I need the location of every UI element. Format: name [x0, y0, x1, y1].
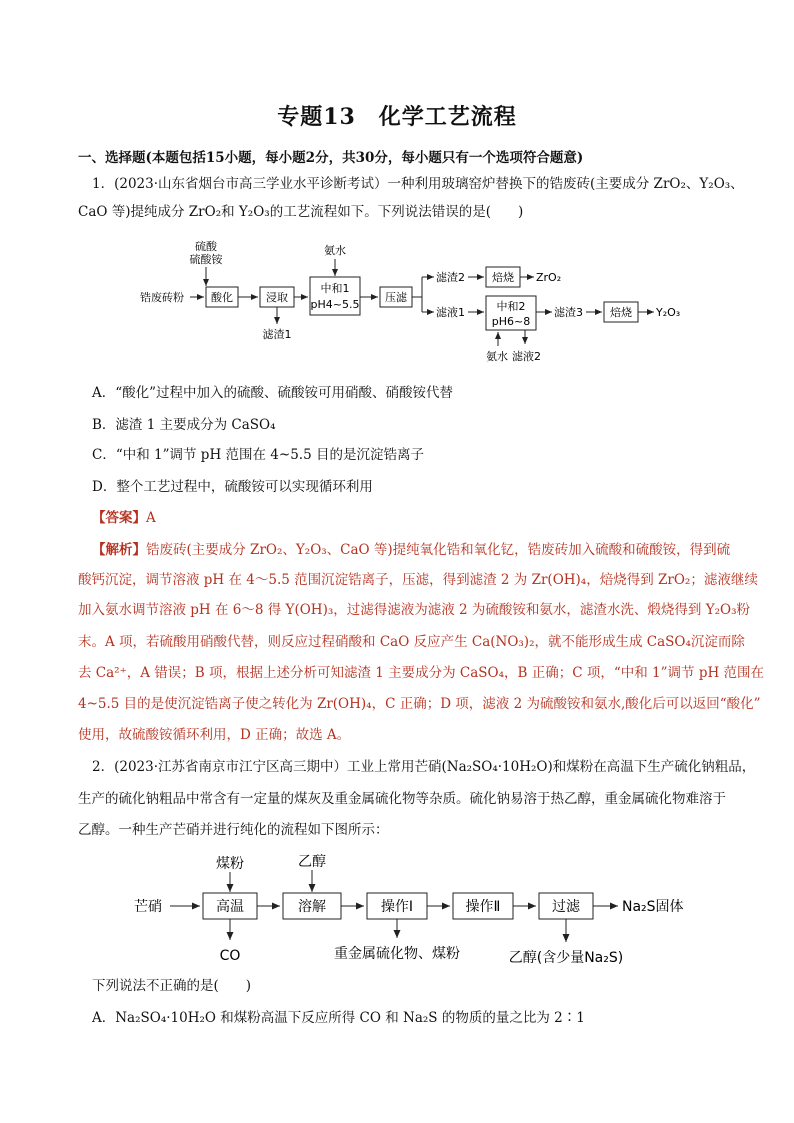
q1-explanation-line6: 4~5.5 目的是使沉淀锆离子使之转化为 Zr(OH)₄，C 正确；D 项，滤液 2 为硫酸铵和氨水,酸化后可以返回“酸化” — [78, 696, 761, 712]
q1-ammonia2: 氨水 — [486, 350, 508, 363]
q1-option-a: A．“酸化”过程中加入的硫酸、硫酸铵可用硝酸、硝酸铵代替 — [92, 385, 454, 401]
q2-op1-label: 操作Ⅰ — [380, 899, 414, 915]
q1-neutral2-label: 中和2 — [496, 300, 526, 313]
q1-calcine2-label: 焙烧 — [610, 306, 632, 319]
q1-explanation-line4: 末。A 项，若硫酸用硝酸代替，则反应过程硝酸和 CaO 反应产生 Ca(NO₃)₂，就不能形成生成 CaSO₄沉淀而除 — [78, 634, 745, 650]
q2-feed: 芒硝 — [134, 899, 162, 915]
explanation-text-1: 锆废砖(主要成分 ZrO₂、Y₂O₃、CaO 等)提纯氧化锆和氧化钇，锆废砖加入硫酸和硫酸铵，得到硫 — [146, 542, 731, 558]
q2-dissolve-label: 溶解 — [298, 899, 326, 915]
section-heading: 一、选择题(本题包括15小题，每小题2分，共30分，每小题只有一个选项符合题意) — [78, 150, 584, 166]
q1-feed: 锆废砖粉 — [140, 291, 184, 304]
q2-flowchart — [130, 848, 730, 972]
q1-explanation-line3: 加入氨水调节溶液 pH 在 6～8 得 Y(OH)₃，过滤得滤液为滤液 2 为硫酸铵和氨水，滤渣水洗、煅烧得到 Y₂O₃粉 — [78, 602, 751, 618]
q2-product: Na₂S固体 — [622, 899, 684, 915]
answer-value: A — [146, 510, 156, 526]
q1-neutral1-ph: pH4~5.5 — [310, 298, 360, 311]
page-title: 专题13 化学工艺流程 — [277, 104, 517, 130]
answer-tag: 【答案】 — [92, 510, 146, 526]
q1-zro2: ZrO₂ — [536, 271, 562, 284]
q1-leach-label: 浸取 — [266, 291, 288, 304]
q1-stem-line1: 1．(2023·山东省烟台市高三学业水平诊断考试）一种利用玻璃窑炉替换下的锆废砖(主要成分 ZrO₂、Y₂O₃、 — [92, 176, 744, 192]
q1-press-label: 压滤 — [385, 291, 407, 304]
q2-co: CO — [219, 948, 241, 964]
q1-filtrate2: 滤液2 — [512, 350, 541, 363]
q1-option-b: B．滤渣 1 主要成分为 CaSO₄ — [92, 417, 276, 433]
q1-neutral2-ph: pH6~8 — [491, 315, 531, 328]
q2-ethanol: 乙醇 — [298, 854, 326, 870]
q2-stem-line1: 2．(2023·江苏省南京市江宁区高三期中）工业上常用芒硝(Na₂SO₄·10H₂O)和煤粉在高温下生产硫化钠粗品， — [92, 759, 756, 775]
q1-acidify-label: 酸化 — [211, 291, 233, 304]
q1-explanation-line7: 使用，故硫酸铵循环利用，D 正确；故选 A。 — [78, 727, 351, 743]
q2-ask: 下列说法不正确的是( ) — [92, 978, 252, 994]
q1-option-d: D．整个工艺过程中，硫酸铵可以实现循环利用 — [92, 479, 373, 495]
q2-heavy-metal: 重金属硫化物、煤粉 — [334, 946, 460, 962]
q1-explanation-line1 — [92, 540, 730, 560]
q1-residue1: 滤渣1 — [262, 328, 292, 341]
q1-neutral1-label: 中和1 — [320, 282, 350, 295]
q1-residue3: 滤渣3 — [554, 306, 583, 319]
q1-residue2: 滤渣2 — [436, 271, 465, 284]
explanation-tag: 【解析】 — [92, 542, 146, 558]
q2-stem-line2: 生产的硫化钠粗品中常含有一定量的煤灰及重金属硫化物等杂质。硫化钠易溶于热乙醇，重金属硫化物难溶于 — [78, 791, 726, 807]
q1-flowchart — [130, 232, 690, 372]
q1-filtrate1: 滤液1 — [436, 306, 465, 319]
q2-ethanol-out: 乙醇(含少量Na₂S) — [508, 950, 624, 966]
q2-filter-label: 过滤 — [552, 899, 580, 915]
q1-reagent-ammonium: 硫酸铵 — [189, 253, 223, 266]
q2-coal: 煤粉 — [216, 856, 244, 872]
q1-answer — [92, 508, 156, 528]
q1-explanation-line5: 去 Ca²⁺，A 错误；B 项，根据上述分析可知滤渣 1 主要成分为 CaSO₄，B 正确；C 项，“中和 1”调节 pH 范围在 — [78, 665, 765, 681]
q1-y2o3: Y₂O₃ — [656, 306, 681, 319]
q2-option-a: A．Na₂SO₄·10H₂O 和煤粉高温下反应所得 CO 和 Na₂S 的物质的量之比为 2∶1 — [92, 1010, 585, 1026]
q1-reagent-sulfuric: 硫酸 — [195, 240, 217, 253]
q2-op2-label: 操作Ⅱ — [465, 899, 501, 915]
q1-option-c: C．“中和 1”调节 pH 范围在 4~5.5 目的是沉淀锆离子 — [92, 447, 424, 463]
q2-stem-line3: 乙醇。一种生产芒硝并进行纯化的流程如下图所示： — [78, 822, 389, 838]
q1-explanation-line2: 酸钙沉淀，调节溶液 pH 在 4～5.5 范围沉淀锆离子，压滤，得到滤渣 2 为 Zr(OH)₄，焙烧得到 ZrO₂；滤液继续 — [78, 572, 758, 588]
q1-ammonia: 氨水 — [324, 244, 346, 257]
q1-calcine1-label: 焙烧 — [492, 271, 514, 284]
q2-heat-label: 高温 — [216, 899, 244, 915]
q1-stem-line2: CaO 等)提纯成分 ZrO₂和 Y₂O₃的工艺流程如下。下列说法错误的是( ) — [78, 204, 524, 220]
